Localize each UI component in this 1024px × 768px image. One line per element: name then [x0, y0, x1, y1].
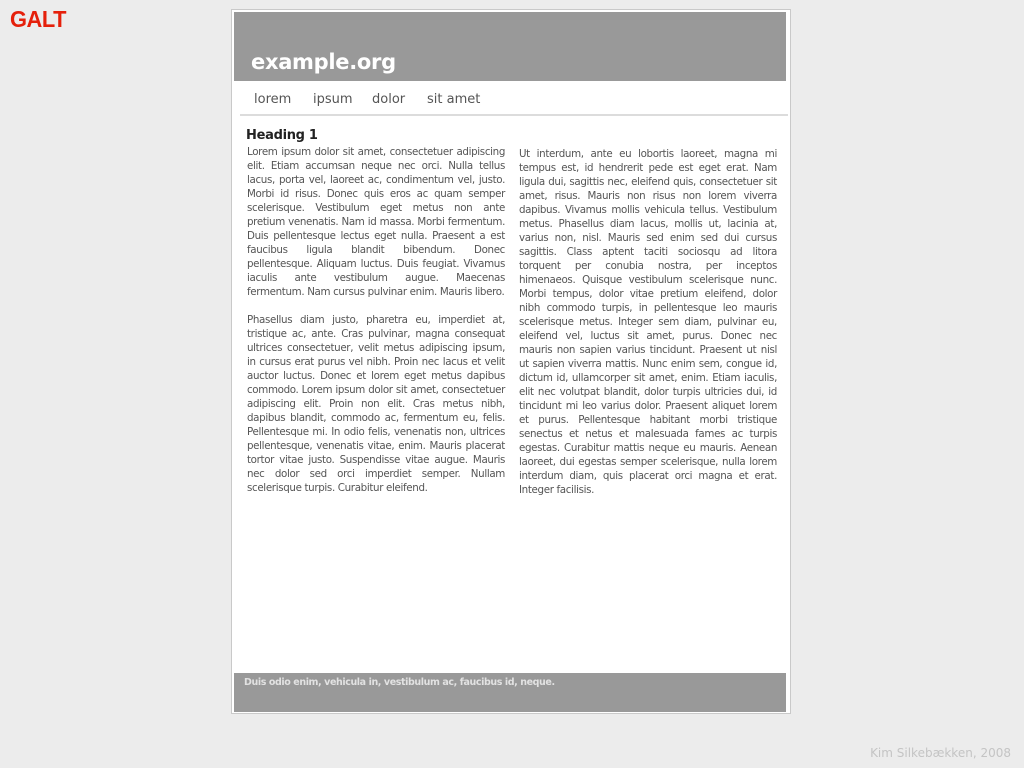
paragraph: Phasellus diam justo, pharetra eu, imperdiet at, tristique ac, ante. Cras pulvinar, magna consequat ultrices consectetuer, velit metus adipiscing ipsum, in cursus erat purus vel nibh. Proin nec lacus et velit auctor luctus. Donec et lorem eget metus dapibus commodo. Lorem ipsum dolor sit amet, consectetuer adipiscing elit. Proin non elit. Cras metus nibh, dapibus blandit, commodo ac, fermentum eu, felis. Pellentesque mi. In odio felis, venenatis non, ultrices pellentesque, venenatis vitae, enim. Mauris placerat tortor vitae justo. Suspendisse vitae augue. Mauris nec dolor sed orci imperdiet semper. Nullam scelerisque turpis. Curabitur eleifend. [247, 314, 505, 494]
galt-logo: GALT [10, 6, 66, 32]
nav-item-ipsum[interactable]: ipsum [313, 92, 353, 107]
site-header [234, 12, 786, 81]
page-frame [231, 9, 791, 714]
site-title[interactable]: example.org [251, 50, 396, 74]
author-credit: Kim Silkebækken, 2008 [870, 746, 1011, 760]
paragraph: Ut interdum, ante eu lobortis laoreet, magna mi tempus est, id hendrerit pede est eget erat. Nam ligula dui, sagittis nec, eleifend quis, consectetuer sit amet, risus. Mauris non risus non lorem viverra dapibus. Vivamus mollis vehicula tellus. Vestibulum metus. Phasellus diam lacus, mollis ut, lacinia at, varius non, nisl. Mauris sed enim sed dui cursus sagittis. Class aptent taciti sociosqu ad litora torquent per conubia nostra, per inceptos himenaeos. Quisque vestibulum scelerisque nunc. Morbi tempus, dolor vitae pretium eleifend, dolor nibh commodo turpis, in pellentesque leo mauris scelerisque metus. Integer sem diam, pulvinar eu, eleifend vel, luctus sit amet, purus. Donec nec mauris non sapien varius tincidunt. Praesent ut nisl ut sapien viverra mattis. Nunc enim sem, congue id, dictum id, ullamcorper sit amet, enim. Etiam iaculis, elit nec volutpat blandit, dolor turpis ultricies dui, id tincidunt mi leo varius dolor. Praesent aliquet lorem et purus. Pellentesque habitant morbi tristique senectus et netus et malesuada fames ac turpis egestas. Curabitur mattis neque eu mauris. Aenean laoreet, dui egestas semper scelerisque, nulla lorem interdum diam, quis placerat orci magna et erat. Integer facilisis. [519, 148, 777, 496]
nav-item-dolor[interactable]: dolor [372, 92, 406, 107]
page-heading: Heading 1 [246, 128, 318, 143]
footer-text: Duis odio enim, vehicula in, vestibulum ac, faucibus id, neque. [244, 677, 555, 688]
nav-item-lorem[interactable]: lorem [254, 92, 292, 107]
right-column [519, 147, 777, 511]
site-footer [234, 673, 786, 712]
left-column [247, 145, 505, 509]
paragraph: Lorem ipsum dolor sit amet, consectetuer adipiscing elit. Etiam accumsan neque nec orci. Nulla tellus lacus, porta vel, laoreet ac, condimentum vel, justo. Morbi id risus. Donec quis eros ac quam semper scelerisque. Vestibulum eget metus non ante pretium venenatis. Nam id massa. Morbi fermentum. Duis pellentesque lectus eget nulla. Praesent a est faucibus ligula blandit bibendum. Donec pellentesque. Aliquam luctus. Duis feugiat. Vivamus iaculis ante vestibulum augue. Maecenas fermentum. Nam cursus pulvinar enim. Mauris libero. [247, 146, 505, 298]
nav-item-sit-amet[interactable]: sit amet [427, 92, 481, 107]
main-nav [240, 92, 788, 116]
